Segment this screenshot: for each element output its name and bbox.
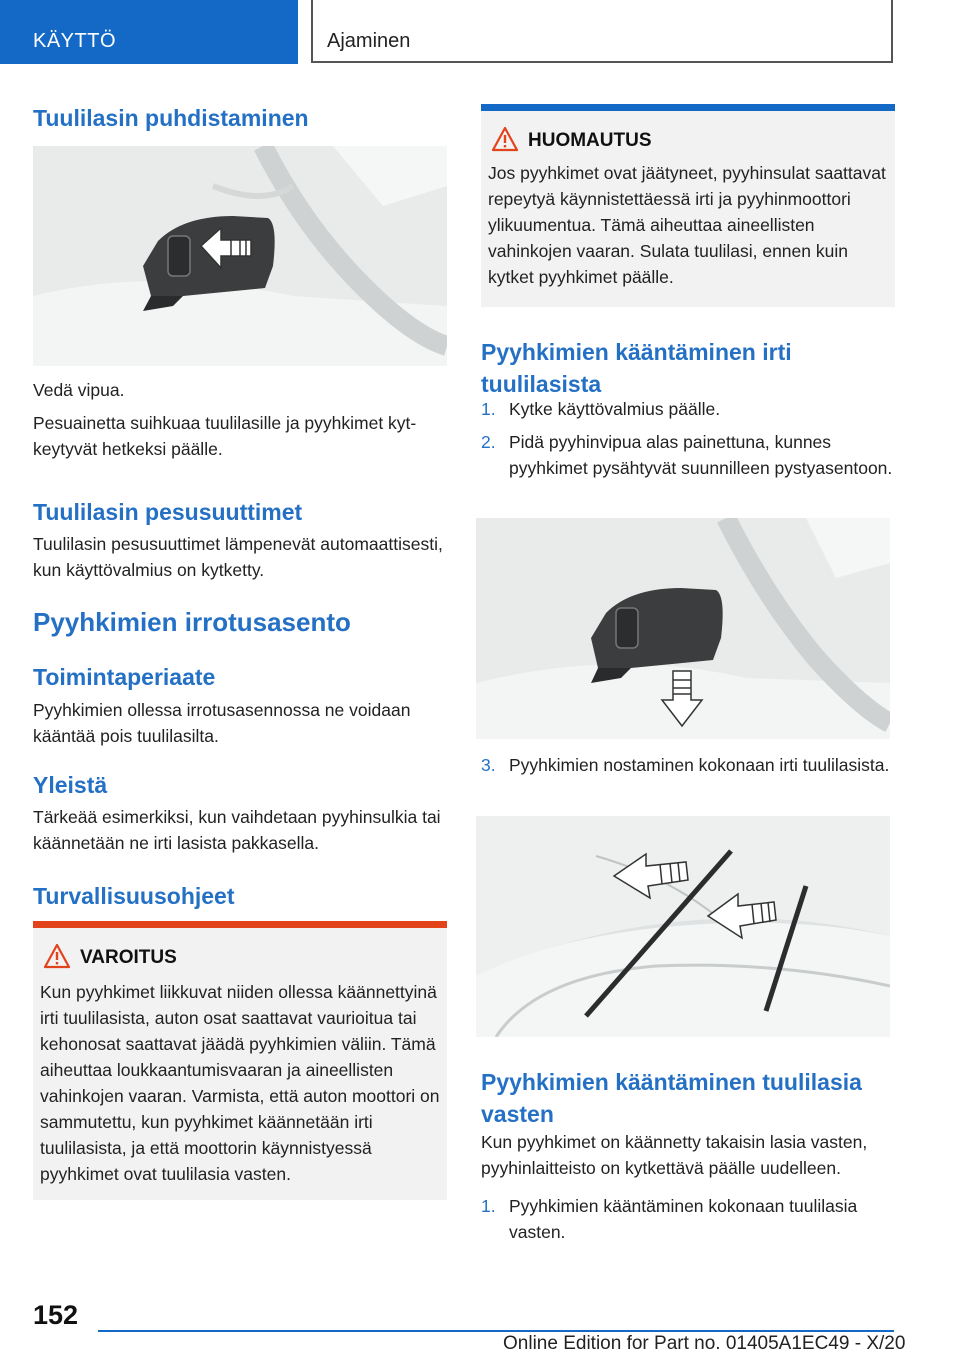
- notice-triangle-icon: [491, 126, 519, 152]
- step-text: Pyyhkimien kääntäminen kokonaan tuulilasia vasten.: [509, 1196, 858, 1242]
- page-number: 152: [33, 1300, 79, 1330]
- wipers-raised-illustration: [476, 816, 890, 1037]
- step-number: 2.: [481, 432, 496, 452]
- heading-turn-wipers-off-windshield: Pyyhkimien kääntäminen irti tuulilasista: [481, 339, 792, 397]
- paragraph-pull-lever: Vedä vipua.: [33, 380, 125, 400]
- notice-box: [481, 104, 895, 307]
- heading-principle: Toimintaperiaate: [33, 664, 216, 690]
- step-text: Pidä pyyhinvipua alas painettuna, kunnes pyyhkimet pysähtyvät suunnilleen pystyasentoon.: [509, 432, 893, 478]
- chapter-label: Ajaminen: [327, 30, 411, 52]
- step-number: 1.: [481, 399, 496, 419]
- warning-triangle-icon: [43, 943, 71, 969]
- notice-bar: [481, 104, 895, 111]
- section-label: KÄYTTÖ: [33, 30, 117, 52]
- lever-pull-illustration: [33, 146, 447, 366]
- paragraph-wipers-back: Kun pyyhkimet on käännetty takaisin lasia vasten, pyyhinlaitteisto on kytkettävä päälle uudelleen.: [481, 1132, 868, 1178]
- heading-general: Yleistä: [33, 772, 108, 798]
- section-tab: [0, 0, 298, 64]
- step-text: Pyyhkimien nostaminen kokonaan irti tuulilasista.: [509, 755, 890, 775]
- paragraph-general: Tärkeää esimerkiksi, kun vaihdetaan pyyhinsulkia tai käännetään ne irti lasista pakkasella.: [33, 807, 441, 853]
- heading-safety: Turvallisuusohjeet: [33, 883, 235, 909]
- step-text: Kytke käyttövalmius päälle.: [509, 399, 721, 419]
- notice-title: HUOMAUTUS: [528, 130, 652, 151]
- heading-wiper-release-position: Pyyhkimien irrotusasento: [33, 607, 351, 637]
- lever-push-down-illustration: [476, 518, 890, 739]
- step-number: 1.: [481, 1196, 496, 1216]
- step-number: 3.: [481, 755, 496, 775]
- paragraph-washer-fluid: Pesuainetta suihkuaa tuulilasille ja pyyhkimet kytkeytyvät hetkeksi päälle.: [33, 413, 417, 459]
- paragraph-principle: Pyyhkimien ollessa irrotusasennossa ne voidaan kääntää pois tuulilasilta.: [33, 700, 411, 746]
- warning-title: VAROITUS: [80, 947, 177, 968]
- chapter-box: [311, 0, 893, 63]
- warning-text: Kun pyyhkimet liikkuvat niiden ollessa käännettyinä irti tuulilasista, auton osat saattavat vaurioitua tai kehonosat saattavat jäädä pyyhkimien väliin. Tämä aiheuttaa loukkaantumisvaaran ja aineellisten vahinkojen vaaran. Varmista, että auton moottori on sammutettu, kun pyyhkimet käännetään irti tuulilasista, ja että moottorin käynnistyessä pyyhkimet ovat tuulilasia vasten.: [40, 982, 440, 1184]
- footer-rule: [98, 1330, 894, 1332]
- notice-text: Jos pyyhkimet ovat jäätyneet, pyyhinsulat saattavat repeytyä käynnistettäessä irti ja pyyhinmoottori ylikuumentua. Tämä aiheuttaa aineellisten vahinkojen vaaran. Sulata tuulilasi, ennen kuin kytket pyyhkimet päälle.: [488, 163, 886, 287]
- heading-windshield-cleaning: Tuulilasin puhdistaminen: [33, 105, 309, 131]
- footer-edition: Online Edition for Part no. 01405A1EC49 - X/20: [503, 1333, 906, 1354]
- warning-bar: [33, 921, 447, 928]
- warning-box: [33, 921, 447, 1200]
- paragraph-washer-nozzles: Tuulilasin pesusuuttimet lämpenevät automaattisesti, kun käyttövalmius on kytketty.: [33, 534, 443, 580]
- heading-turn-wipers-against-windshield: Pyyhkimien kääntäminen tuulilasia vasten: [481, 1069, 862, 1127]
- heading-washer-nozzles: Tuulilasin pesusuuttimet: [33, 499, 303, 525]
